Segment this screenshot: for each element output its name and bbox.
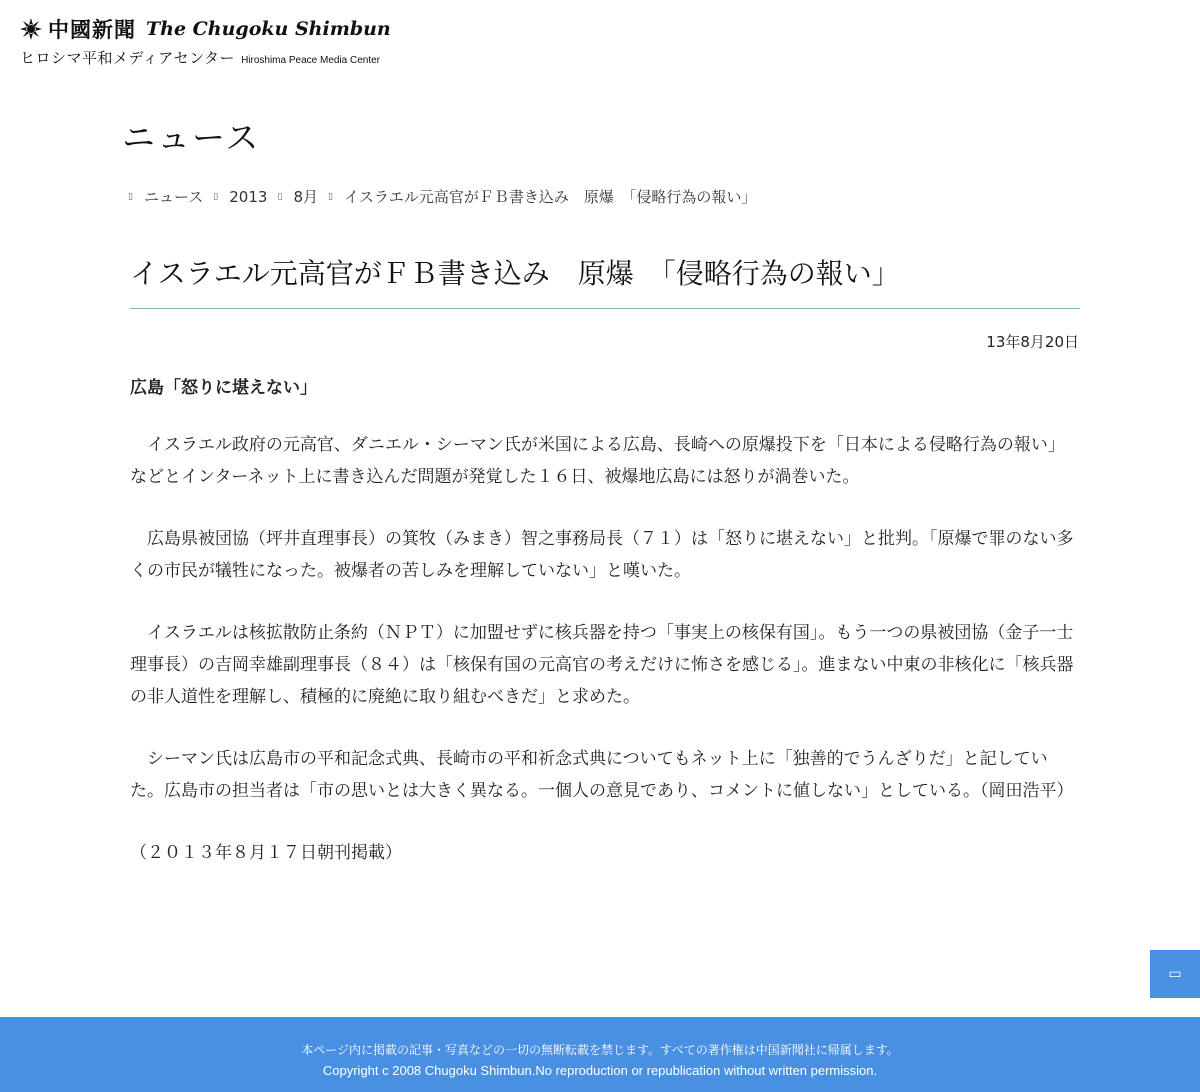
breadcrumb-item-month[interactable]: 8月 (293, 188, 318, 206)
breadcrumb-separator-icon: ▯ (328, 191, 333, 202)
logo-japanese: 中國新聞 (48, 17, 136, 42)
page-top-icon: ▭ (1168, 966, 1182, 982)
breadcrumb (128, 186, 766, 207)
site-logo[interactable] (20, 14, 400, 70)
footer (0, 1017, 1200, 1092)
breadcrumb-separator-icon: ▯ (277, 191, 283, 202)
footer-notice: 本ページ内に掲載の記事・写真などの一切の無断転載を禁じます。すべての著作権は中国新聞社に帰属します。 (301, 1043, 899, 1057)
article-paragraph: イスラエル政府の元高官、ダニエル・シーマン氏が米国による広島、長崎への原爆投下を「日本による侵略行為の報い」などとインターネット上に書き込んだ問題が発覚した１６日、被爆地広島には怒りが渦巻いた。 (130, 435, 1065, 487)
breadcrumb-home-icon: ▯ (128, 191, 133, 202)
article-body (130, 372, 1080, 899)
breadcrumb-item-news[interactable]: ニュース (144, 188, 204, 206)
article-paragraph: イスラエルは核拡散防止条約（ＮＰＴ）に加盟せずに核兵器を持つ「事実上の核保有国」。もう一つの県被団協（金子一士理事長）の吉岡幸雄副理事長（８４）は「核保有国の元高官の考えだけに怖さを感じる」。進まない中東の非核化に「核兵器の非人道性を理解し、積極的に廃絶に取り組むべきだ」と求めた。 (130, 623, 1074, 707)
article-publication-note: （２０１３年８月１７日朝刊掲載） (130, 843, 402, 863)
article-subhead: 広島「怒りに堪えない」 (130, 378, 317, 398)
breadcrumb-item-year[interactable]: 2013 (229, 187, 268, 206)
footer-copyright: Copyright c 2008 Chugoku Shimbun.No reproduction or republication without written permission. (322, 1063, 878, 1078)
breadcrumb-separator-icon: ▯ (213, 191, 219, 202)
article-date: 13年8月20日 (986, 333, 1079, 351)
logo-subtitle-english: Hiroshima Peace Media Center (241, 55, 381, 66)
title-divider (130, 308, 1080, 309)
breadcrumb-item-current: イスラエル元高官がＦＢ書き込み 原爆 「侵略行為の報い」 (344, 188, 757, 206)
logo-english: The Chugoku Shimbun (146, 18, 391, 40)
back-to-top-button[interactable] (1150, 950, 1200, 998)
article-paragraph: 広島県被団協（坪井直理事長）の箕牧（みまき）智之事務局長（７１）は「怒りに堪えない」と批判。「原爆で罪のない多くの市民が犠牲になった。被爆者の苦しみを理解していない」と嘆いた。 (130, 529, 1074, 581)
article-title: イスラエル元高官がＦＢ書き込み 原爆 「侵略行為の報い」 (130, 257, 900, 290)
logo-subtitle-japanese: ヒロシマ平和メディアセンター (20, 49, 236, 67)
section-title: ニュース (122, 118, 261, 157)
article-paragraph: シーマン氏は広島市の平和記念式典、長崎市の平和祈念式典についてもネット上に「独善的でうんざりだ」と記していた。広島市の担当者は「市の思いとは大きく異なる。一個人の意見であり、コメントに値しない」としている。（岡田浩平） (130, 749, 1074, 801)
chugoku-emblem-icon (20, 18, 42, 40)
